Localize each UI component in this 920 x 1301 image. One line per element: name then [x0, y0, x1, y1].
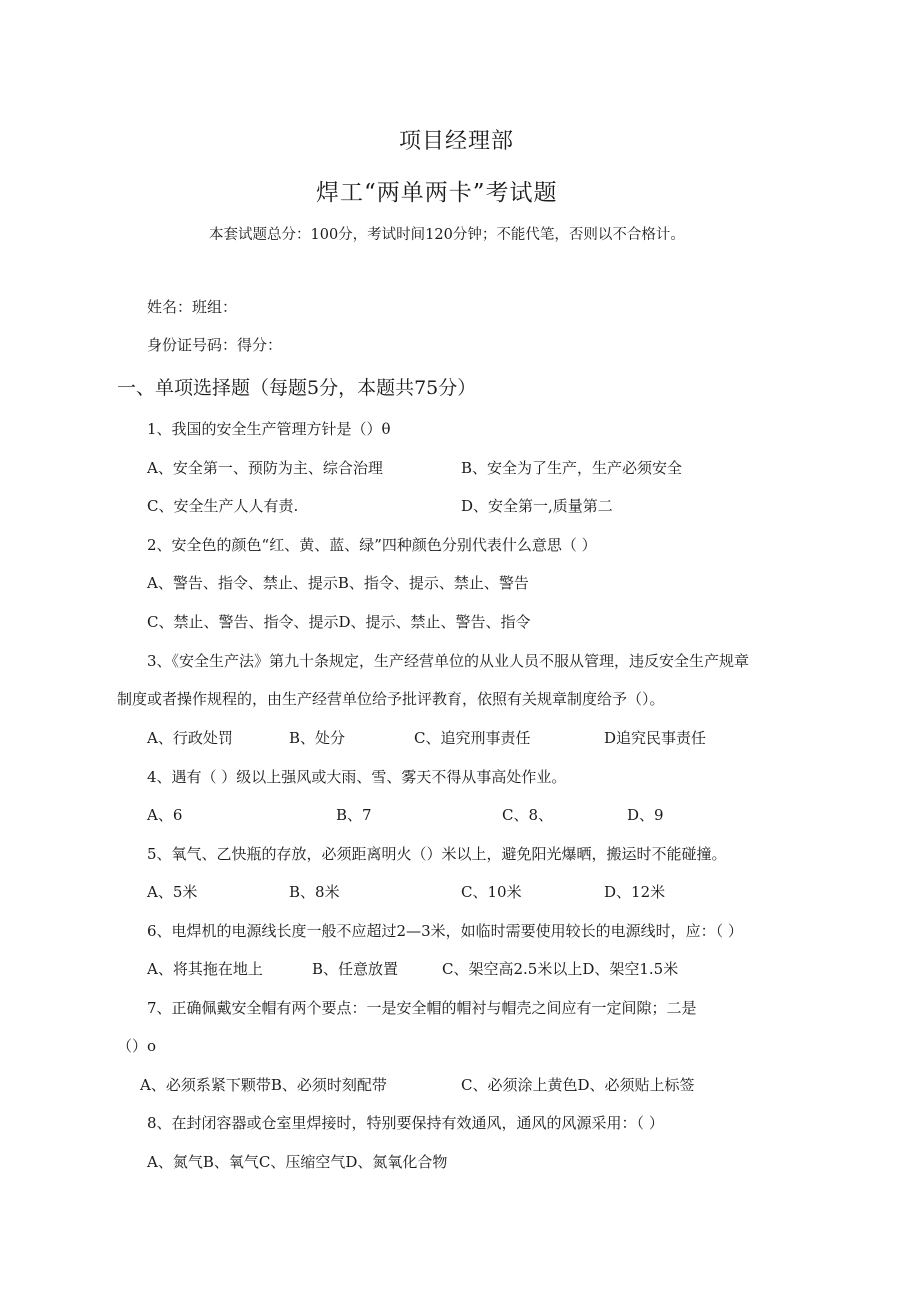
q4-option-c: C、8、: [502, 806, 554, 824]
section-heading: 一、单项选择题（每题5分，本题共75分）: [117, 377, 477, 399]
question-4: 4、遇有（ ）级以上强风或大雨、雪、雾天不得从事高处作业。: [147, 768, 567, 786]
q3-option-c: C、追究刑事责任: [414, 729, 531, 747]
q4-option-b: B、7: [336, 806, 372, 824]
q4-option-a: A、6: [147, 806, 183, 824]
q1-option-c: C、安全生产人人有责.: [147, 497, 299, 515]
q6-option-a: A、将其拖在地上: [147, 960, 263, 978]
q7-options-cd: C、必须涂上黄色D、必须贴上标签: [461, 1076, 695, 1094]
question-5: 5、氧气、乙快瓶的存放，必须距离明火（）米以上，避免阳光爆晒，搬运时不能碰撞。: [147, 845, 727, 863]
question-7-continued: （）o: [117, 1037, 157, 1055]
q6-option-b: B、任意放置: [312, 960, 399, 978]
question-8: 8、在封闭容器或仓室里焊接时，特别要保持有效通风，通风的风源采用：（ ）: [147, 1114, 664, 1132]
name-team-field: 姓名：班组：: [147, 298, 238, 316]
q3-option-b: B、处分: [289, 729, 346, 747]
q3-option-a: A、行政处罚: [147, 729, 233, 747]
exam-intro: 本套试题总分：100分，考试时间120分钟；不能代笔，否则以不合格计。: [209, 227, 685, 243]
q8-options: A、氮气B、氧气C、压缩空气D、氮氧化合物: [147, 1153, 448, 1171]
q3-option-d: D追究民事责任: [604, 729, 707, 747]
q7-options-ab: A、必须系紧下颗带B、必须时刻配带: [140, 1076, 387, 1094]
q4-option-d: D、9: [627, 806, 664, 824]
department-heading: 项目经理部: [399, 129, 515, 154]
question-1: 1、我国的安全生产管理方针是（）θ: [147, 420, 391, 438]
q2-options-line-1: A、警告、指令、禁止、提示B、指令、提示、禁止、警告: [147, 574, 529, 592]
q1-option-a: A、安全第一、预防为主、综合治理: [147, 459, 383, 477]
id-score-field: 身份证号码：得分：: [147, 336, 283, 354]
q5-option-a: A、5米: [147, 883, 198, 901]
question-3: 3、《安全生产法》第九十条规定，生产经营单位的从业人员不服从管理，违反安全生产规章: [147, 652, 750, 670]
question-7: 7、正确佩戴安全帽有两个要点：一是安全帽的帽衬与帽壳之间应有一定间隙；二是: [147, 999, 697, 1017]
question-2: 2、安全色的颜色“红、黄、蓝、绿”四种颜色分别代表什么意思（ ）: [147, 536, 597, 554]
question-3-continued: 制度或者操作规程的，由生产经营单位给予批评教育，依照有关规章制度给予（）。: [117, 690, 665, 708]
q2-options-line-2: C、禁止、警告、指令、提示D、提示、禁止、警告、指令: [147, 613, 531, 631]
q1-option-d: D、安全第一,质量第二: [461, 497, 613, 515]
q5-option-d: D、12米: [604, 883, 666, 901]
question-6: 6、电焊机的电源线长度一般不应超过2—3米，如临时需要使用较长的电源线时，应：（ ）: [147, 922, 743, 940]
q1-option-b: B、安全为了生产，生产必须安全: [461, 459, 683, 477]
q6-options-cd: C、架空高2.5米以上D、架空1.5米: [442, 960, 679, 978]
exam-title: 焊工“两单两卡”考试题: [316, 180, 558, 206]
q5-option-c: C、10米: [461, 883, 522, 901]
q5-option-b: B、8米: [289, 883, 340, 901]
